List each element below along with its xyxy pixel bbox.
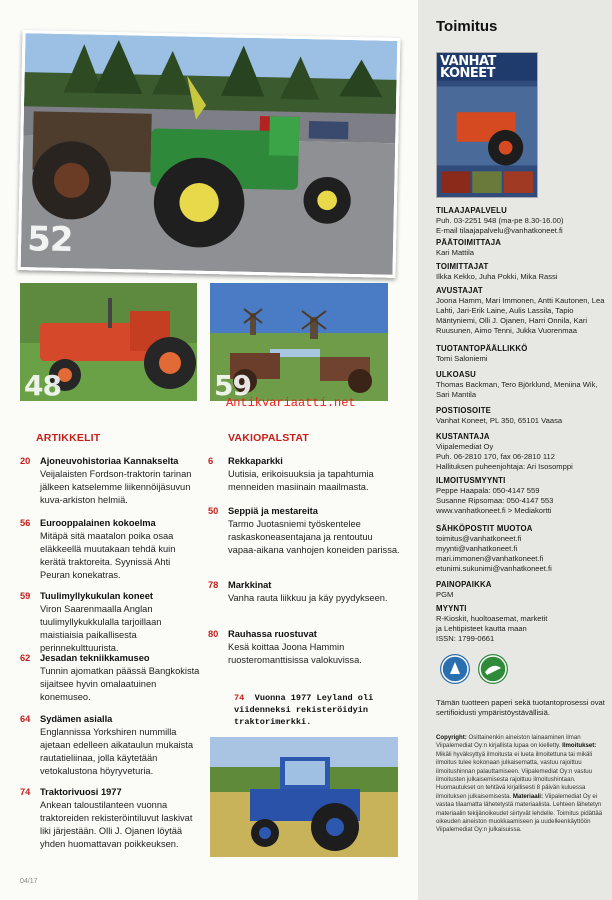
column-page: 78: [208, 580, 219, 590]
column-desc: Vanha rauta liikkuu ja käy pyydykseen.: [228, 593, 388, 603]
article-page: 74: [20, 787, 31, 797]
photo-page-number: 48: [24, 369, 61, 401]
sidebar-section-postiosoite: POSTIOSOITE Vanhat Koneet, PL 350, 65101 Vaasa: [436, 406, 563, 425]
page-footer: 04/17: [20, 878, 38, 885]
caption-page: 74: [234, 693, 245, 703]
sidebar-section-painopaikka: PAINOPAIKKA PGM: [436, 580, 492, 599]
photo-windmills: [210, 283, 388, 401]
magazine-cover: [436, 52, 538, 198]
column-title: Rauhassa ruostuvat: [228, 629, 317, 639]
article-desc: Veijalaisten Fordson-traktorin tarinan jälkeen katselemme liikennöijäsuvun kuva-arkiston helmiä.: [40, 469, 192, 505]
article-page: 59: [20, 591, 31, 601]
article-desc: Viron Saarenmaalla Anglan tuulimyllykukkulalla tarjoillaan maistiaisia paikallisesta perinnekulttuurista.: [40, 604, 162, 653]
column-desc: Tarmo Juotasniemi työskentelee raskaskoneasentajana ja rentoutuu vapaa-aikana vanhojen koneiden parissa.: [228, 519, 400, 555]
article-page: 56: [20, 518, 31, 528]
sidebar-section-kustantaja: KUSTANTAJA Viipalemediat Oy Puh. 06-2810 170, fax 06-2810 112 Hallituksen puheenjohtaja: Ari Isosomppi: [436, 432, 573, 471]
sidebar-section-tuotantopaallikko: TUOTANTOPÄÄLLIKKÖ Tomi Saloniemi: [436, 344, 528, 363]
column-title: Markkinat: [228, 580, 272, 590]
photo-red-tractor: [20, 283, 197, 401]
sidebar-section-ulkoasu: ULKOASU Thomas Backman, Tero Björklund, Meniina Wik, Sari Mantila: [436, 370, 598, 399]
column-page: 80: [208, 629, 219, 639]
sidebar-section-ilmoitusmyynti: ILMOITUSMYYNTI Peppe Haapala: 050-4147 559 Susanne Ripsomaa: 050-4147 553 www.vanhatkoneet.fi > Mediakortti: [436, 476, 554, 515]
photo-page-number: 59: [214, 369, 251, 401]
photo-page-number: 52: [26, 219, 73, 261]
article-entry[interactable]: [20, 652, 200, 704]
article-desc: Tunnin ajomatkan päässä Bangkokista sijaitsee hyvin omalaatuinen konemuseo.: [40, 666, 200, 702]
column-desc: Kesä koittaa Joona Hammin ruosteromanttisissa valokuvissa.: [228, 642, 362, 665]
sidebar-section-tilaajapalvelu: TILAAJAPALVELU Puh. 03-2251 948 (ma-pe 8.30-16.00) E-mail tilaajapalvelu@vanhatkoneet.fi: [436, 206, 564, 235]
article-title: Eurooppalainen kokoelma: [40, 518, 156, 528]
article-title: Traktorivuosi 1977: [40, 787, 122, 797]
sidebar-section-toimittajat: TOIMITTAJAT Ilkka Kekko, Juha Pokki, Mika Rassi: [436, 262, 558, 281]
photo-blue-tractor: [210, 737, 398, 857]
column-entry[interactable]: [208, 628, 403, 667]
column-entry[interactable]: [208, 579, 403, 605]
columns-heading: VAKIOPALSTAT: [228, 432, 309, 444]
article-page: 64: [20, 714, 31, 724]
nordic-swan-icon: [478, 654, 508, 684]
article-title: Jesadan tekniikkamuseo: [40, 653, 150, 663]
watermark: Antikvariaatti.net: [226, 396, 356, 410]
column-title: Seppiä ja mestareita: [228, 506, 318, 516]
column-title: Rekkaparkki: [228, 456, 283, 466]
sidebar-section-paatoimittaja: PÄÄTOIMITTAJA Kari Mattila: [436, 238, 502, 257]
article-entry[interactable]: [20, 713, 200, 778]
column-desc: Uutisia, erikoisuuksia ja tapahtumia menneiden masiinain maailmasta.: [228, 469, 374, 492]
article-entry[interactable]: [20, 786, 200, 851]
article-entry[interactable]: [20, 517, 200, 582]
article-title: Sydämen asialla: [40, 714, 113, 724]
photo-caption: [234, 692, 402, 728]
sidebar-section-myynti: MYYNTI R-Kioskit, huoltoasemat, marketit ja Lehtipisteet kautta maan ISSN: 1799-0661: [436, 604, 548, 643]
article-page: 20: [20, 456, 31, 466]
articles-heading: ARTIKKELIT: [36, 432, 101, 444]
photo-tractors-parking: [18, 30, 401, 278]
article-desc: Ankean taloustilanteen vuonna traktoreiden rekisteröintiluvut laskivat liki järjestään. Olli J. Ojanen löytää yhden huomattavan poikkeuksen.: [40, 800, 193, 849]
column-entry[interactable]: [208, 505, 403, 557]
eco-note: Tämän tuotteen paperi sekä tuotantoprosessi ovat sertifioidusti ympäristöystävällisiä.: [436, 698, 605, 717]
pefc-label-icon: [440, 654, 470, 684]
article-title: Tuulimyllykukulan koneet: [40, 591, 153, 601]
article-entry[interactable]: [20, 590, 200, 655]
article-desc: Englannissa Yorkshiren nummilla ajetaan edelleen aikataulun mukaista rautatieliinaa, jolla käytetään vetokalustona höyryveturia.: [40, 727, 193, 776]
column-page: 6: [208, 456, 214, 466]
article-title: Ajoneuvohistoriaa Kannakselta: [40, 456, 179, 466]
column-page: 50: [208, 506, 219, 516]
cover-title: VANHAT KONEET: [440, 54, 496, 81]
copyright-text: Copyright: Osittainenkin aineiston lainaaminen ilman Viipalemediat Oy:n kirjallista lupaa on kielletty. Ilmoitukset: Mikäli hyväksyttyä ilmoitusta ei lueta ilmoitettuna tai mikäli ilmoitus tulee kokonaan julkaisematta, vastuu rajoittuu ilmoitushinnan palauttamiseen. Viipalemediat Oy:n vastuu ilmoitusten julkaisemisesta rajoittuu ilmoitushintaan. Huomautukset on tehtävä kirjallisesti 8 päivän kuluessa ilmoituksen julkaisemisesta. Materiaali: Viipalemediat Oy ei vastaa tilaamatta lähetetystä materiaalista. Lehteen lähetetyn materiaalin tekijänoikeudet siirtyvät lehdelle. Toimitus pidättää oikeuden aineiston muokkaamiseen ja uudelleenkäyttöön Viipalemediat Oy:n julkaisuissa.: [436, 734, 603, 834]
column-entry[interactable]: [208, 455, 403, 494]
article-entry[interactable]: [20, 455, 200, 507]
article-desc: Mitäpä sitä maatalon poika osaa eläkkeellä muutakaan tehdä kuin kerätä traktoreita. Syynissä Ahti Peuran konekatras.: [40, 531, 176, 580]
sidebar-section-sahkopostit: SÄHKÖPOSTIT MUOTOA toimitus@vanhatkoneet.fi myynti@vanhatkoneet.fi mari.immonen@vanhatkoneet.fi etunimi.sukunimi@vanhatkoneet.fi: [436, 524, 552, 573]
caption-text: Vuonna 1977 Leyland oli viidenneksi rekisteröidyin traktorimerkki.: [234, 693, 374, 727]
sidebar-section-avustajat: AVUSTAJAT Joona Hamm, Mari Immonen, Antti Kautonen, Lea Lahti, Jari-Erik Laine, Aulis Lassila, Tapio Mäntyniemi, Olli J. Ojanen, Harri Onnila, Kari Ruusunen, Aimo Tenni, Jukka Vuorenmaa: [436, 286, 605, 335]
sidebar-title: Toimitus: [436, 18, 498, 35]
article-page: 62: [20, 653, 31, 663]
